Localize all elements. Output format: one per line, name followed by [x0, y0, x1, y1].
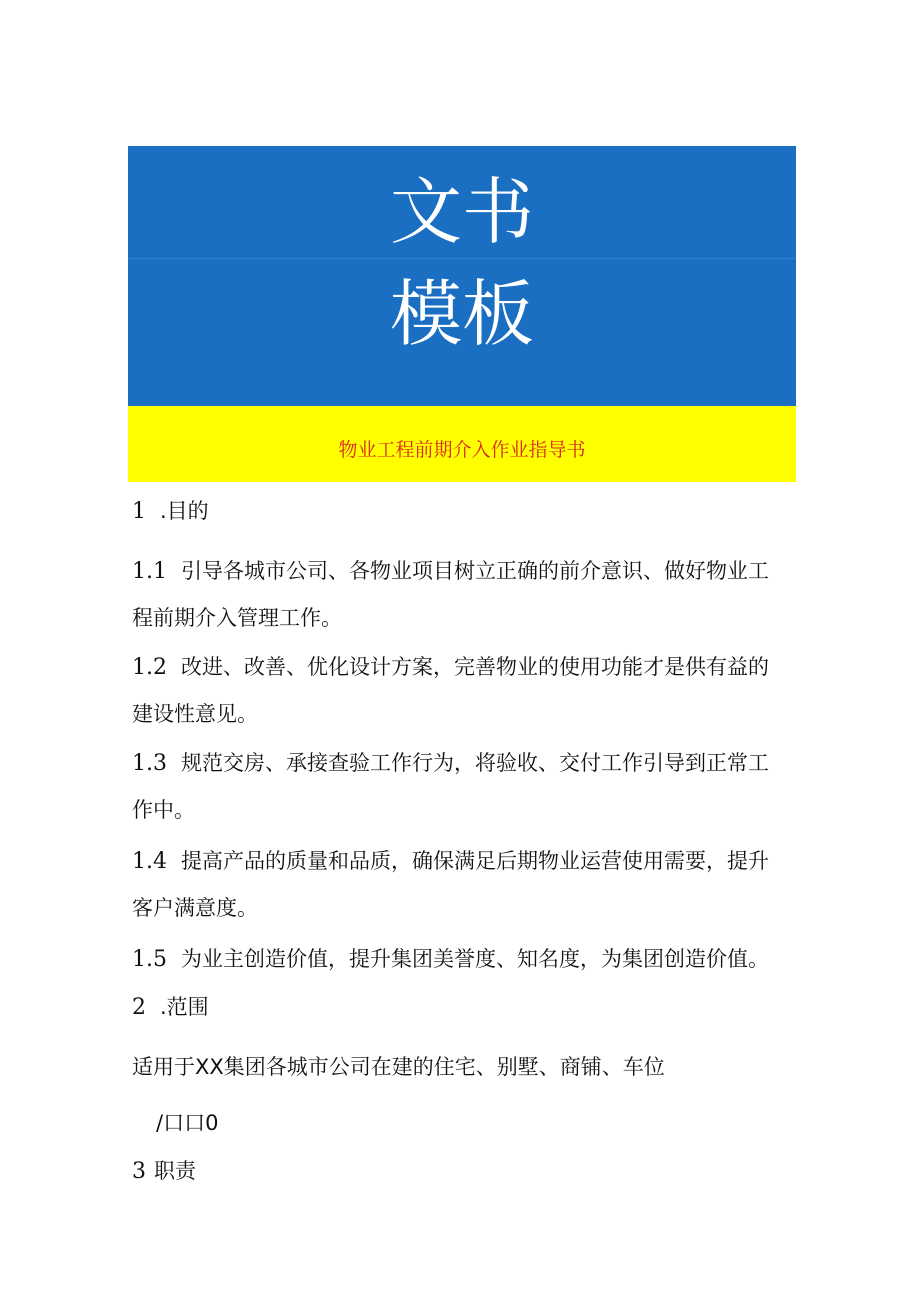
section-heading-duties	[132, 1156, 792, 1187]
section-heading-scope	[132, 992, 792, 1023]
clause-number: 1.4	[132, 849, 167, 874]
section-number: 3	[132, 1159, 146, 1184]
clause-number: 1.1	[132, 559, 167, 584]
section-number: 1	[132, 499, 146, 524]
section-label: .目的	[160, 499, 209, 523]
cover-banner	[128, 146, 796, 482]
clause-1-3	[132, 748, 792, 825]
document-subtitle: 物业工程前期介入作业指导书	[338, 439, 586, 461]
clause-text: 改进、改善、优化设计方案，完善物业的使用功能才是供有益的	[181, 655, 769, 679]
clause-text: 提高产品的质量和品质，确保满足后期物业运营使用需要，提升	[181, 849, 769, 873]
section-heading-purpose	[132, 496, 792, 527]
clause-number: 1.2	[132, 655, 167, 680]
scope-text-continued: /口口0	[156, 1111, 219, 1135]
clause-text: 引导各城市公司、各物业项目树立正确的前介意识、做好物业工	[181, 559, 769, 583]
cover-divider	[128, 258, 796, 259]
scope-text: 适用于XX集团各城市公司在建的住宅、别墅、商铺、车位	[132, 1055, 665, 1079]
clause-text-continued: 程前期介入管理工作。	[132, 606, 342, 630]
clause-text-continued: 客户满意度。	[132, 896, 258, 920]
clause-1-1	[132, 556, 792, 633]
clause-1-5	[132, 944, 792, 975]
cover-title-line1: 文书	[389, 170, 534, 254]
clause-1-2	[132, 652, 792, 729]
clause-text: 规范交房、承接查验工作行为，将验收、交付工作引导到正常工	[181, 751, 769, 775]
clause-text-continued: 作中。	[132, 798, 195, 822]
section-label: 职责	[154, 1159, 196, 1183]
clause-number: 1.3	[132, 751, 167, 776]
clause-1-4	[132, 846, 792, 923]
clause-text-continued: 建设性意见。	[132, 702, 258, 726]
section-label: .范围	[160, 995, 209, 1019]
clause-number: 1.5	[132, 947, 167, 972]
cover-title-line2: 模板	[389, 272, 534, 356]
clause-text: 为业主创造价值，提升集团美誉度、知名度，为集团创造价值。	[181, 947, 769, 971]
section-number: 2	[132, 995, 146, 1020]
